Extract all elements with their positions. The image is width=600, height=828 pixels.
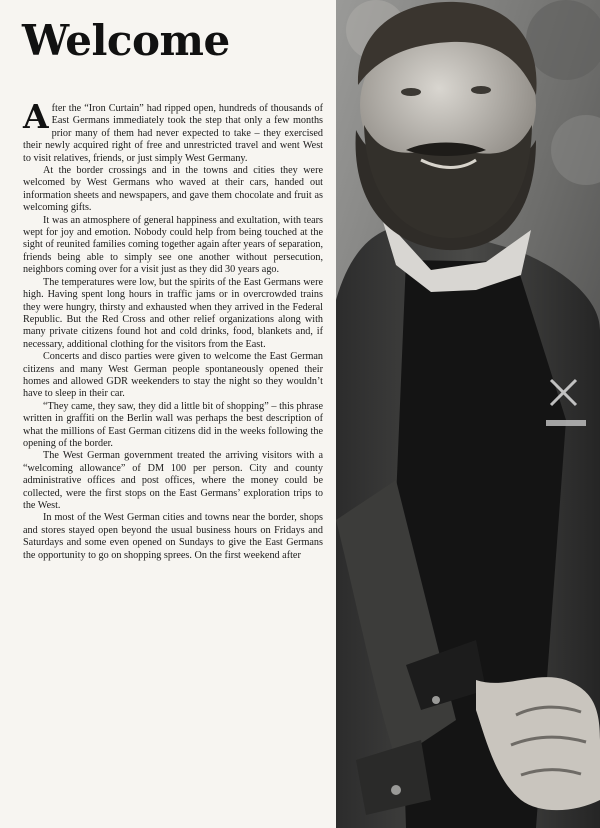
page-title: Welcome <box>22 16 230 65</box>
article-paragraph: In most of the West German cities and towns near the border, shops and stores stayed open beyond the usual business hours on Fridays and Saturdays and some even opened on Sundays to give the East Germans the opportunity to go on shopping sprees. On the first weekend after <box>23 512 323 561</box>
portrait-photo <box>336 0 600 828</box>
article-paragraph: The West German government treated the arriving visitors with a “welcoming allowance” of DM 100 per person. City and county administrative offices and post offices, where the money could be collected, were the first stops on the East Germans’ exploration trips to the West. <box>23 450 323 511</box>
article-paragraph: Concerts and disco parties were given to welcome the East German citizens and many West German people spontaneously opened their homes and allowed GDR weekenders to stay the night so they wouldn’t have to sleep in their car. <box>23 351 323 400</box>
article-paragraph: It was an atmosphere of general happiness and exultation, with tears wept for joy and emotion. Nobody could help from being touched at the sight of reunited families coming together again after years of separation, friends being able to simply see one another without persecution, neighbors coming over for a visit just as they did 30 years ago. <box>23 214 323 276</box>
article-paragraph: After the “Iron Curtain” had ripped open, hundreds of thousands of East Germans immediately took the step that only a few months prior many of them had never expected to take – they exercised their newly acquired right of free and unrestricted travel and went West to visit relatives, friends, or just simply West Germany. <box>23 97 323 164</box>
article-paragraph: At the border crossings and in the towns and cities they were welcomed by West Germans who waved at their cars, handed out information sheets and newspapers, and gave them chocolate and fruit as welcoming gifts. <box>23 165 323 214</box>
article-paragraph: “They came, they saw, they did a little bit of shopping” – this phrase written in graffiti on the Berlin wall was perhaps the best description of what the millions of East German citizens did in the weeks following the opening of the border. <box>23 400 323 449</box>
article-paragraph: The temperatures were low, but the spirits of the East Germans were high. Having spent long hours in traffic jams or in overcrowded trains they were hungry, thirsty and exhausted when they arrived in the Federal Republic. But the Red Cross and other relief organizations along with many private citizens found hot and cold drinks, food, blankets and, if necessary, additional clothing for the visitors from the East. <box>23 276 323 350</box>
article-body <box>23 97 323 562</box>
drop-cap: A <box>23 97 49 136</box>
